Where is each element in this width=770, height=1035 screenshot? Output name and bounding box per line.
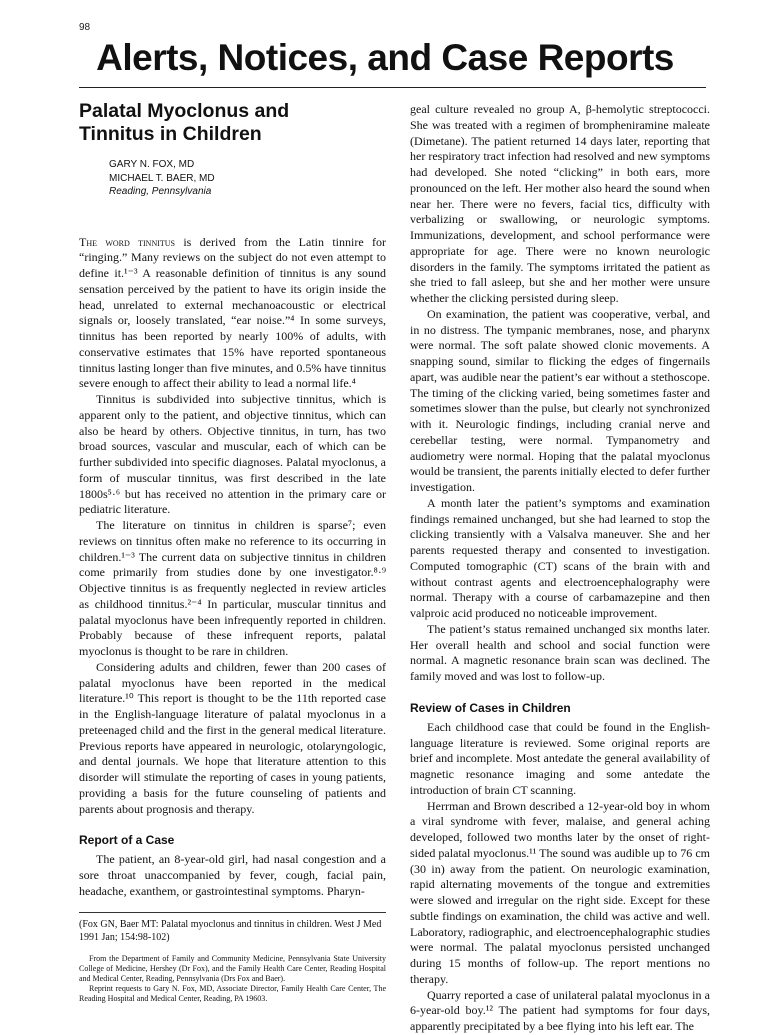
body-paragraph: On examination, the patient was cooperative, verbal, and in no distress. The tympanic membranes, nose, and pharynx were normal. The soft palate showed clonic movements. A snapping sound, similar to flicking the edges of fingernails apart, was audible near the patient’s ear without a stethoscope. The timing of the clicking varied, being sometimes faster and sometimes slower than the pulse, but clearly not synchronized with it. Neurologic findings, including cranial nerve and cerebellar testing, were normal. Tympanometry and audiometry were normal. Hoping that the palatal myoclonus would be transient, the parents initially elected to defer further investigation. (410, 306, 710, 494)
left-column (79, 100, 386, 1004)
body-paragraph: A month later the patient’s symptoms and examination findings remained unchanged, but she had learned to stop the clicking transiently with a Valsalva maneuver. She and her parents requested therapy and consented to investigation. Computed tomographic (CT) scans of the brain with and without contrast agents and electroencephalography were normal. Therapy with a course of carbamazepine and then valproic acid produced no noticeable improvement. (410, 495, 710, 620)
body-paragraph: Considering adults and children, fewer than 200 cases of palatal myoclonus have been reported in the medical literature.¹⁰ This report is thought to be the 11th reported case in the English-language literature of palatal myoclonus in a preteenaged child and the first in the general medical literature. Previous reports have appeared in neurologic, otolaryngologic, and dental journals. We hope that literature attention to this disorder will stimulate the reporting of cases in young patients, providing a basis for the future counseling of patients and parents about prognosis and therapy. (79, 659, 386, 816)
author-block (109, 158, 386, 199)
intro-rest: is derived from the Latin tinnire for “ringing.” Many reviews on the subject do not even attempt to define it.¹⁻³ A reasonable definition of tinnitus is any sound sensation perceived by the patient to have its origin inside the head, unrelated to external mechanoacoustic or electrical signals or, loosely translated, “ear noise.”⁴ In some surveys, tinnitus has been reported by nearly 100% of adults, with conservative estimates that 15% have reported spontaneous tinnitus lasting longer than five minutes, and 0.5% have tinnitus severe enough to affect their ability to lead a normal life.⁴ (79, 234, 386, 391)
intro-smallcaps: The word tinnitus (79, 234, 175, 249)
body-paragraph: Quarry reported a case of unilateral palatal myoclonus in a 6-year-old boy.¹² The patient had symptoms for four days, apparently precipitated by a bee flying into his left ear. The (410, 987, 710, 1033)
article-title-line-1: Palatal Myoclonus and (79, 100, 290, 122)
body-paragraph: Tinnitus is subdivided into subjective tinnitus, which is apparent only to the patient, and objective tinnitus, which can also be heard by others. Objective tinnitus, in turn, has two broad sources, vascular and muscular, each of which can be further subdivided into specific diagnoses. Palatal myoclonus, a form of muscular tinnitus, was first described in the late 1800s⁵·⁶ but has received no attention in the primary care or pediatric literature. (79, 392, 386, 517)
section-title: Alerts, Notices, and Case Reports (96, 37, 674, 78)
body-paragraph: The literature on tinnitus in children is sparse⁷; even reviews on tinnitus often make no reference to its occurring in children.¹⁻³ The current data on subjective tinnitus in children come primarily from studies done by one investigator.⁸·⁹ Objective tinnitus is as frequently neglected in review articles as childhood tinnitus.²⁻⁴ In particular, muscular tinnitus and palatal myoclonus have been infrequently reported in children. Probably because of these infrequent reports, palatal myoclonus is thought to be rare in children. (79, 518, 386, 658)
intro-paragraph (79, 235, 386, 393)
author-name: GARY N. FOX, MD (109, 159, 195, 170)
header-rule (79, 87, 706, 88)
reprint-note: Reprint requests to Gary N. Fox, MD, Associate Director, Family Health Care Center, The Reading Hospital and Medical Center, Reading, PA 19603. (79, 983, 386, 1003)
body-paragraph: Each childhood case that could be found in the English-language literature is reviewed. Some original reports are brief and incomplete. Most antedate the general availability of magnetic resonance imaging and some antedate the introduction of brain CT scanning. (410, 719, 710, 797)
page-number: 98 (79, 22, 91, 33)
right-column (410, 102, 710, 1035)
body-paragraph: Herrman and Brown described a 12-year-old boy in whom a viral syndrome with fever, malaise, and general aching developed, followed two months later by the onset of right-sided palatal myoclonus.¹¹ The sound was audible up to 76 cm (30 in) away from the patient. On neurologic examination, rapid alternating movements of the tongue and extremities were slowed and irregular on the right side. Except for these subtle findings on examination, the child was active and well. Laboratory, radiographic, and electroencephalographic studies were normal. The palatal myoclonus persisted unchanged during 15 months of follow-up. The report mentions no therapy. (410, 798, 710, 986)
section-heading-case-report: Report of a Case (79, 833, 175, 848)
body-paragraph: The patient’s status remained unchanged six months later. Her overall health and school and social function were normal. A magnetic resonance brain scan was declined. The family moved and was lost to follow-up. (410, 621, 710, 683)
body-paragraph: geal culture revealed no group A, β-hemolytic streptococci. She was treated with a regimen of brompheniramine maleate (Dimetane). The patient returned 14 days later, reporting that her respiratory tract infection had resolved and new symptoms had developed. She noted “clicking” in both ears, more pronounced on the left. Her mother also heard the sound when near her. There were no fevers, facial tics, difficulty with verbalizing or swallowing, or neurologic symptoms. Immunizations, development, and school performance were appropriate for age. There were no known neurologic disorders in the family. The symptoms irritated the patient as she tried to fall asleep, but she and her mother were unsure whether the clicking persisted during sleep. (410, 102, 710, 305)
affiliation-note: From the Department of Family and Community Medicine, Pennsylvania State University College of Medicine, Hershey (Dr Fox), and the Family Health Care Center, Reading Hospital and Medical Center, Reading, Pennsylvania (Drs Fox and Baer). (79, 953, 386, 983)
article-title-line-2: Tinnitus in Children (79, 123, 262, 145)
section-heading-review: Review of Cases in Children (410, 700, 571, 715)
author-location: Reading, Pennsylvania (109, 186, 212, 197)
author-name: MICHAEL T. BAER, MD (109, 172, 215, 184)
citation-note: (Fox GN, Baer MT: Palatal myoclonus and tinnitus in children. West J Med 1991 Jan; 154:98-102) (79, 918, 382, 943)
article-title (79, 100, 386, 146)
footnotes (79, 912, 386, 1004)
body-paragraph: The patient, an 8-year-old girl, had nasal congestion and a sore throat unaccompanied by fever, cough, facial pain, headache, exanthem, or gastrointestinal symptoms. Pharyn- (79, 852, 386, 898)
